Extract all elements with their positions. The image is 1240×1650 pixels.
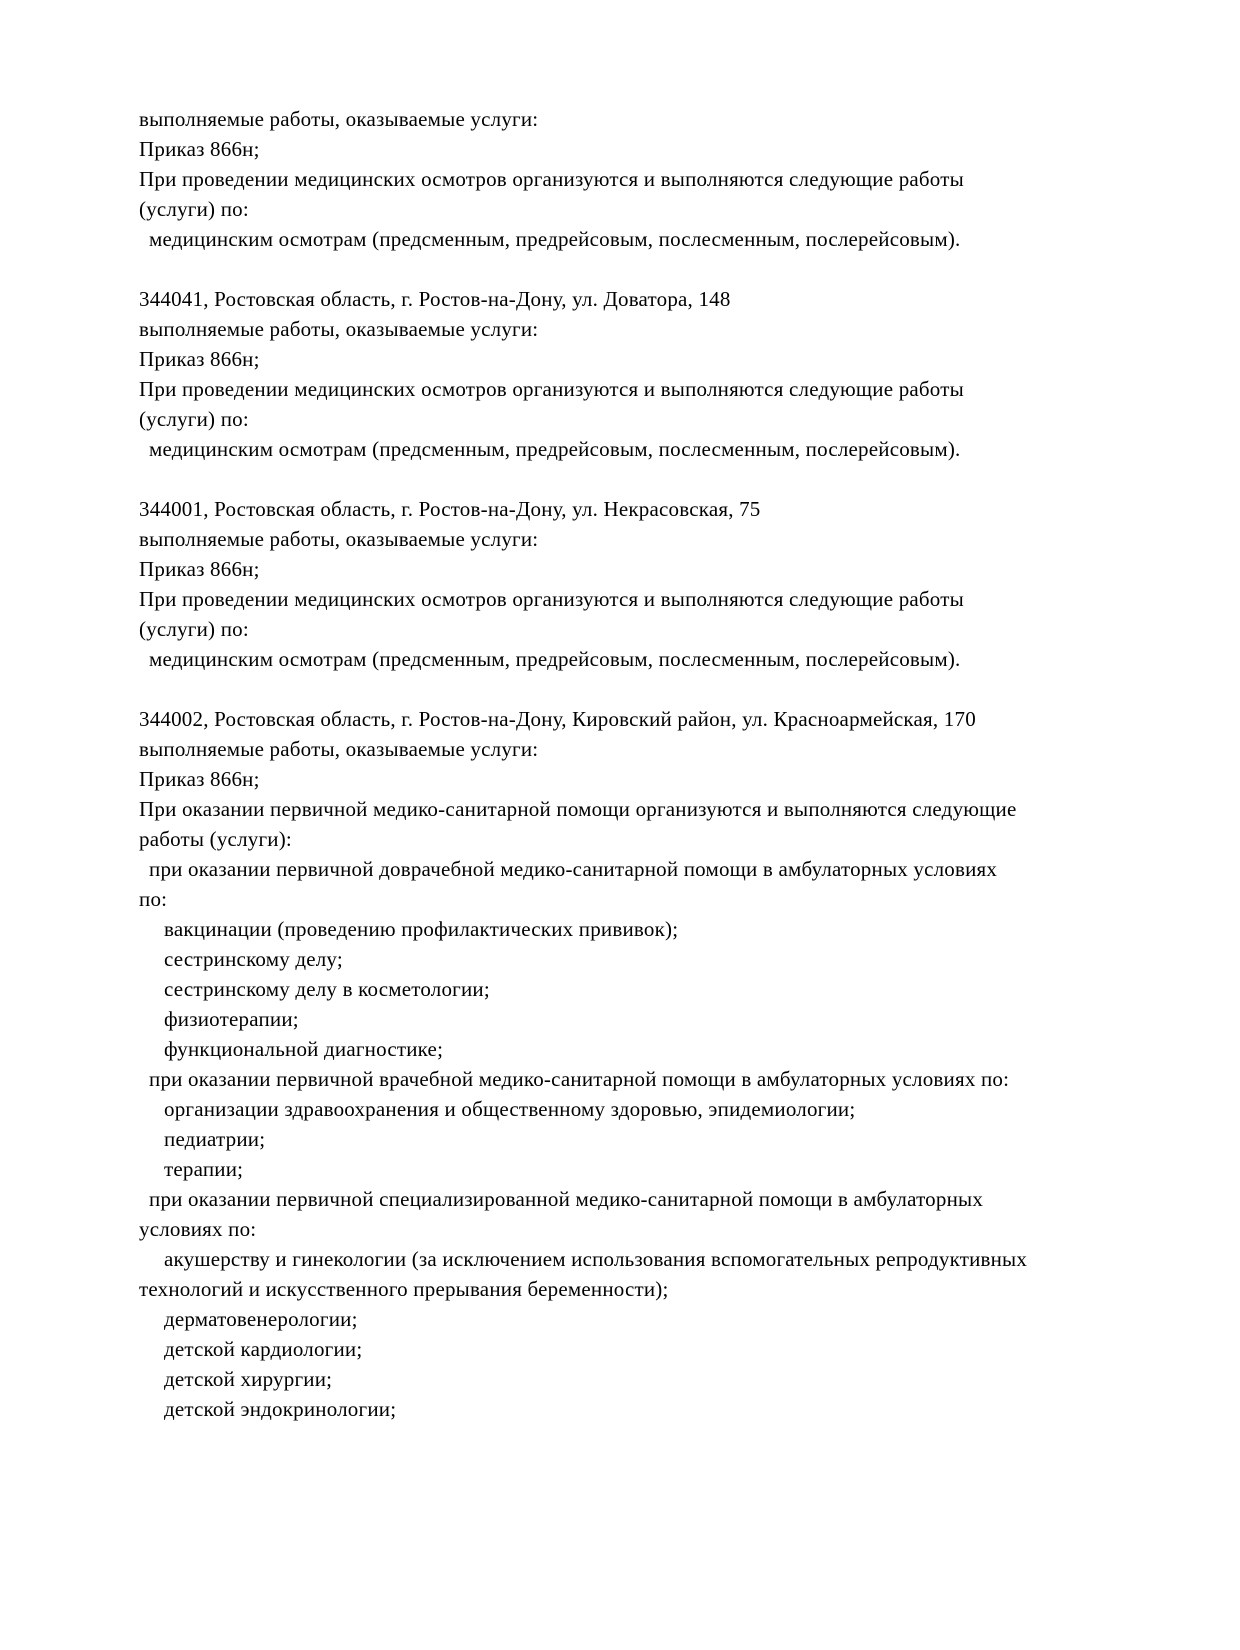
text-line: сестринскому делу;: [164, 947, 343, 971]
license-section: [139, 494, 1209, 674]
text-line: вакцинации (проведению профилактических прививок);: [164, 917, 679, 941]
address-line: 344001, Ростовская область, г. Ростов-на-Дону, ул. Некрасовская, 75: [139, 497, 761, 521]
text-line: выполняемые работы, оказываемые услуги:: [139, 107, 539, 131]
text-line: Приказ 866н;: [139, 557, 260, 581]
text-line: при оказании первичной специализированной медико-санитарной помощи в амбулаторных: [149, 1187, 984, 1211]
text-line: детской кардиологии;: [164, 1337, 363, 1361]
text-line: детской хирургии;: [164, 1367, 333, 1391]
text-line: Приказ 866н;: [139, 347, 260, 371]
text-line: акушерству и гинекологии (за исключением использования вспомогательных репродуктивных: [164, 1247, 1028, 1271]
text-line: (услуги) по:: [139, 617, 249, 641]
text-line: по:: [139, 887, 168, 911]
license-section: [139, 104, 1209, 254]
text-line: при оказании первичной доврачебной медико-санитарной помощи в амбулаторных условиях: [149, 857, 998, 881]
text-line: При проведении медицинских осмотров организуются и выполняются следующие работы: [139, 167, 964, 191]
text-line: При проведении медицинских осмотров организуются и выполняются следующие работы: [139, 377, 964, 401]
address-line: 344041, Ростовская область, г. Ростов-на-Дону, ул. Доватора, 148: [139, 287, 731, 311]
text-line: выполняемые работы, оказываемые услуги:: [139, 527, 539, 551]
text-line: при оказании первичной врачебной медико-санитарной помощи в амбулаторных условиях по:: [149, 1067, 1010, 1091]
text-line: условиях по:: [139, 1217, 257, 1241]
text-line: (услуги) по:: [139, 407, 249, 431]
text-line: При проведении медицинских осмотров организуются и выполняются следующие работы: [139, 587, 964, 611]
text-line: детской эндокринологии;: [164, 1397, 397, 1421]
text-line: Приказ 866н;: [139, 137, 260, 161]
text-line: выполняемые работы, оказываемые услуги:: [139, 317, 539, 341]
text-line: медицинским осмотрам (предсменным, предрейсовым, послесменным, послерейсовым).: [149, 437, 961, 461]
text-line: сестринскому делу в косметологии;: [164, 977, 490, 1001]
license-section: [139, 704, 1209, 1424]
text-line: функциональной диагностике;: [164, 1037, 444, 1061]
license-works-list: [139, 104, 1209, 1424]
text-line: работы (услуги):: [139, 827, 292, 851]
text-line: физиотерапии;: [164, 1007, 299, 1031]
text-line: Приказ 866н;: [139, 767, 260, 791]
text-line: медицинским осмотрам (предсменным, предрейсовым, послесменным, послерейсовым).: [149, 227, 961, 251]
text-line: терапии;: [164, 1157, 244, 1181]
text-line: педиатрии;: [164, 1127, 266, 1151]
text-line: технологий и искусственного прерывания беременности);: [139, 1277, 669, 1301]
text-line: выполняемые работы, оказываемые услуги:: [139, 737, 539, 761]
text-line: дерматовенерологии;: [164, 1307, 358, 1331]
text-line: организации здравоохранения и общественному здоровью, эпидемиологии;: [164, 1097, 856, 1121]
text-line: медицинским осмотрам (предсменным, предрейсовым, послесменным, послерейсовым).: [149, 647, 961, 671]
text-line: (услуги) по:: [139, 197, 249, 221]
address-line: 344002, Ростовская область, г. Ростов-на-Дону, Кировский район, ул. Красноармейская, 170: [139, 707, 976, 731]
text-line: При оказании первичной медико-санитарной помощи организуются и выполняются следующие: [139, 797, 1017, 821]
license-section: [139, 284, 1209, 464]
